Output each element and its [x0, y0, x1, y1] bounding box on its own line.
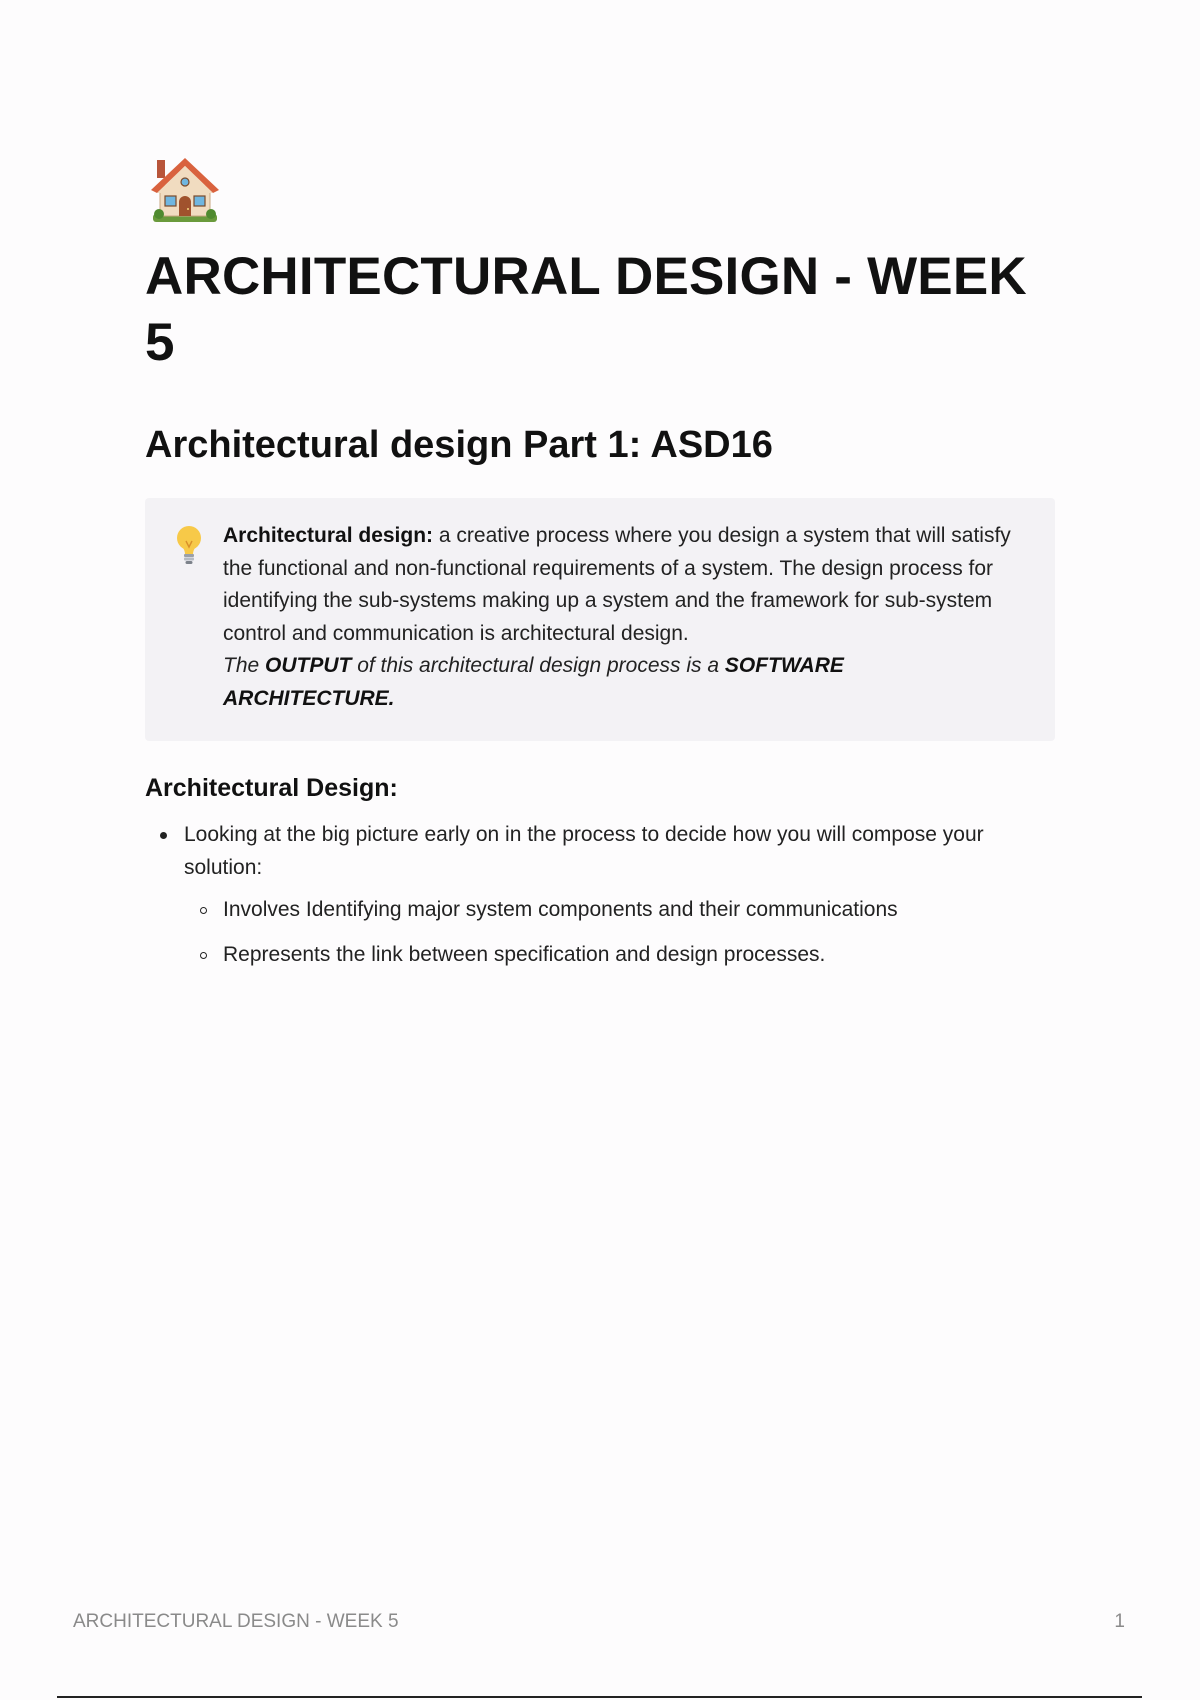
- callout-definition: [223, 520, 1020, 650]
- footer-divider: [57, 1696, 1142, 1698]
- page-subtitle: Architectural design Part 1: ASD16: [145, 424, 773, 466]
- section-heading: Architectural Design:: [145, 774, 398, 802]
- callout-output-result: SOFTWARE ARCHITECTURE.: [223, 654, 844, 710]
- sub-list-item: [223, 894, 1055, 927]
- document-page: [145, 150, 1055, 983]
- hollow-bullet-icon: [200, 952, 207, 959]
- page-number: 1: [1114, 1611, 1125, 1632]
- callout-block: [145, 498, 1055, 741]
- callout-text: [223, 520, 1020, 715]
- sub-list-item-text: Involves Identifying major system components and their communications: [223, 898, 898, 921]
- bullet-list: [145, 819, 1055, 971]
- page-title: ARCHITECTURAL DESIGN - WEEK 5: [145, 247, 1027, 372]
- house-icon: [145, 150, 225, 230]
- callout-output-prefix: The: [223, 654, 266, 677]
- bullet-dot-icon: [160, 832, 167, 839]
- sub-bullet-list: [184, 894, 1055, 971]
- list-item: [184, 819, 1055, 971]
- callout-output-keyword: OUTPUT: [265, 654, 352, 677]
- hollow-bullet-icon: [200, 907, 207, 914]
- callout-term: Architectural design:: [223, 524, 434, 547]
- callout-output-line: [223, 650, 1020, 715]
- footer-title: ARCHITECTURAL DESIGN - WEEK 5: [73, 1611, 399, 1632]
- light-bulb-icon: [169, 523, 209, 567]
- sub-list-item-text: Represents the link between specification and design processes.: [223, 942, 826, 966]
- sub-list-item: [223, 939, 1055, 972]
- callout-output-middle: of this architectural design process is a: [351, 654, 725, 677]
- callout-definition-text: a creative process where you design a system that will satisfy the functional and non-functional requirements of a system. The design process for identifying the sub-systems making up a system and the framework for sub-system control and communication is architectural design.: [223, 524, 1011, 645]
- list-item-text: Looking at the big picture early on in the process to decide how you will compose your solution:: [184, 823, 984, 879]
